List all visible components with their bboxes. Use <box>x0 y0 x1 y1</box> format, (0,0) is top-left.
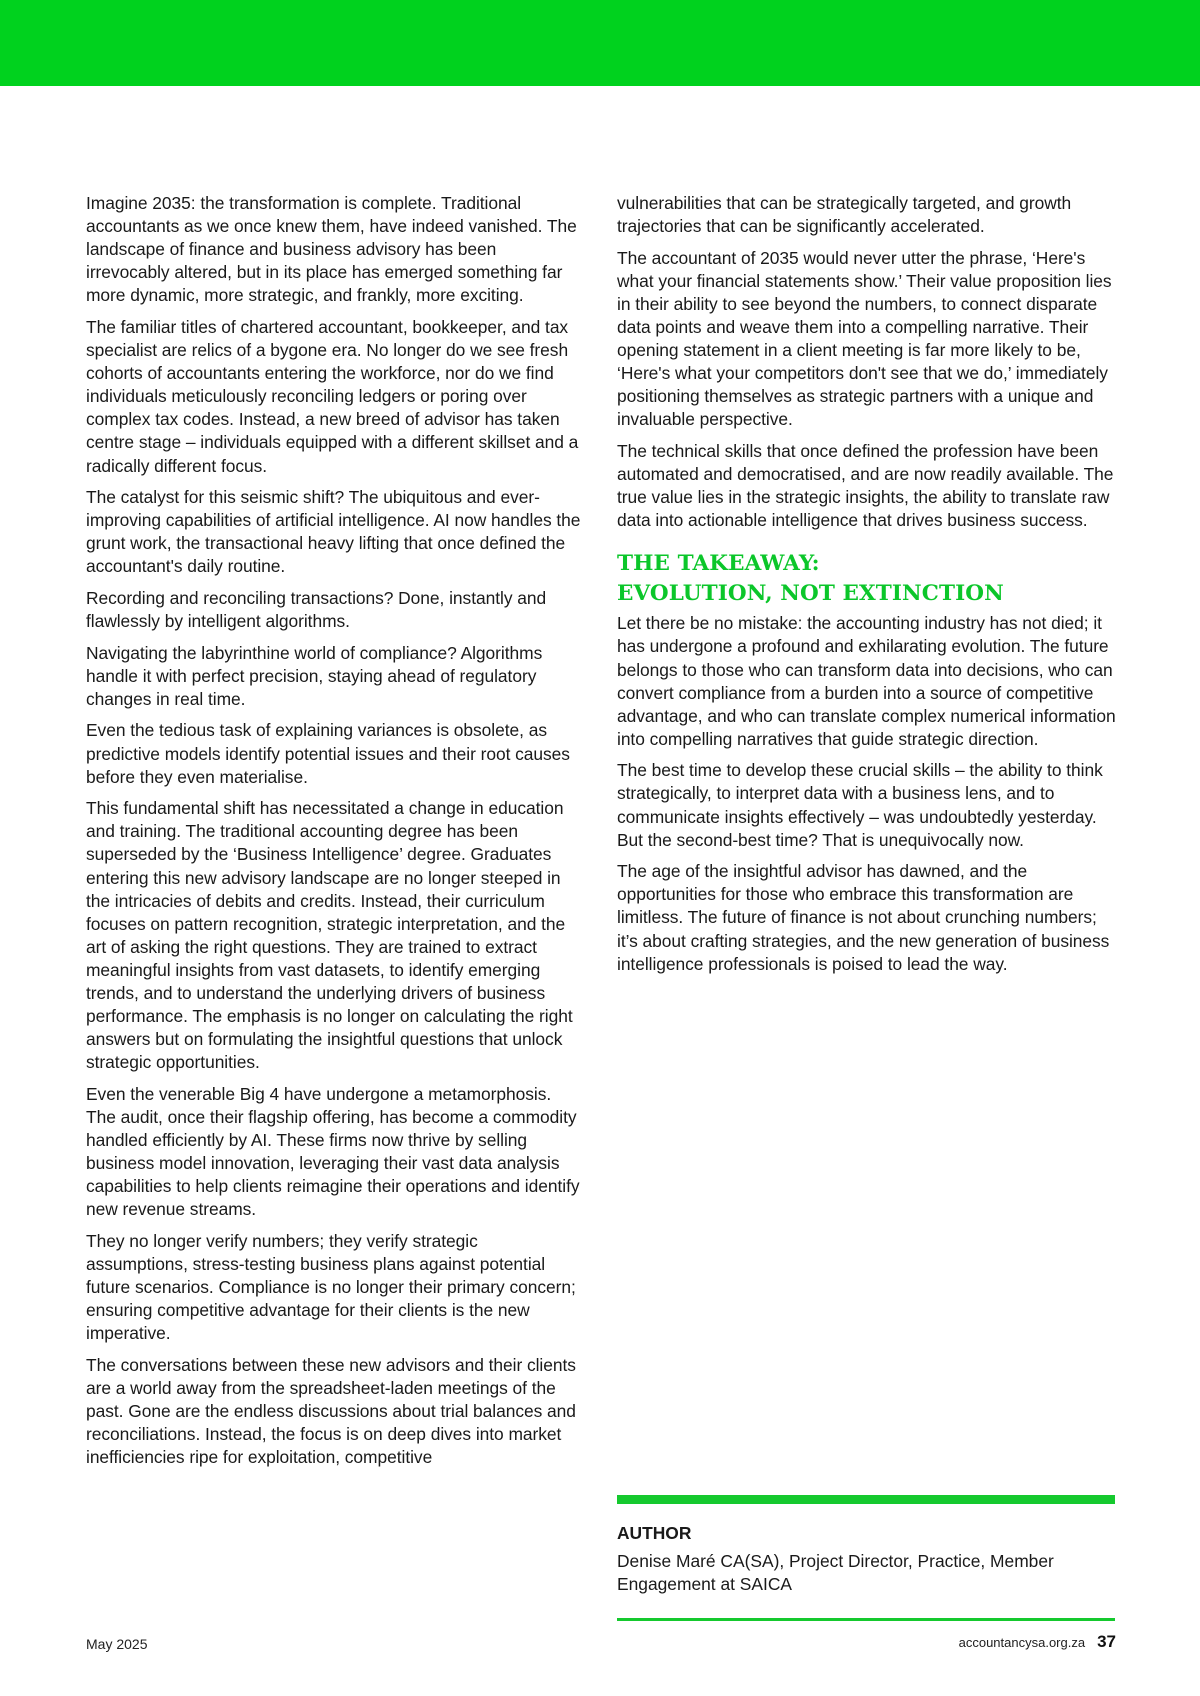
paragraph: Let there be no mistake: the accounting industry has not died; it has undergone a profound and exhilarating evolution. The future belongs to those who can transform data into decisions, who can convert compliance from a burden into a source of competitive advantage, and who can translate complex numerical information into compelling narratives that guide strategic direction. <box>617 613 1116 749</box>
page-number: 37 <box>1097 1632 1116 1651</box>
author-credit: Denise Maré CA(SA), Project Director, Practice, Member Engagement at SAICA <box>617 1551 1054 1595</box>
article-column-right <box>617 192 1119 984</box>
paragraph: The familiar titles of chartered accountant, bookkeeper, and tax specialist are relics of a bygone era. No longer do we see fresh cohorts of accountants entering the workforce, nor do we find individuals meticulously reconciling ledgers or poring over complex tax codes. Instead, a new breed of advisor has taken centre stage – individuals equipped with a different skillset and a radically different focus. <box>86 316 579 476</box>
author-box <box>617 1495 1115 1621</box>
footer-website: accountancysa.org.za <box>958 1635 1086 1650</box>
paragraph: Imagine 2035: the transformation is complete. Traditional accountants as we once knew them, have indeed vanished. The landscape of finance and business advisory has been irrevocably altered, but in its place has emerged something far more dynamic, more strategic, and frankly, more exciting. <box>86 193 577 306</box>
paragraph: The catalyst for this seismic shift? The ubiquitous and ever-improving capabilities of artificial intelligence. AI now handles the grunt work, the transactional heavy lifting that once defined the accountant's daily routine. <box>86 487 581 577</box>
paragraph: vulnerabilities that can be strategically targeted, and growth trajectories that can be significantly accelerated. <box>617 193 1072 237</box>
paragraph: Even the tedious task of explaining variances is obsolete, as predictive models identify potential issues and their root causes before they even materialise. <box>86 720 570 787</box>
paragraph: The technical skills that once defined the profession have been automated and democratised, and are now readily available. The true value lies in the strategic insights, the ability to translate raw data into actionable intelligence that drives business success. <box>617 440 1114 531</box>
paragraph: The conversations between these new advisors and their clients are a world away from the spreadsheet-laden meetings of the past. Gone are the endless discussions about trial balances and reconciliations. Instead, the focus is on deep dives into market inefficiencies ripe for exploitation, competitive <box>86 1354 576 1468</box>
paragraph: Navigating the labyrinthine world of compliance? Algorithms handle it with perfect precision, staying ahead of regulatory changes in real time. <box>86 642 543 709</box>
takeaway-heading <box>617 549 1119 609</box>
header-color-bar <box>0 0 1200 86</box>
author-label: AUTHOR <box>617 1523 692 1543</box>
footer-date: May 2025 <box>86 1636 148 1652</box>
paragraph: The age of the insightful advisor has dawned, and the opportunities for those who embrace this transformation are limitless. The future of finance is not about crunching numbers; it’s about crafting strategies, and the new generation of business intelligence professionals is poised to lead the way. <box>617 861 1110 974</box>
author-top-rule <box>617 1495 1115 1504</box>
takeaway-heading-line-2: EVOLUTION, NOT EXTINCTION <box>617 581 1004 607</box>
paragraph: The accountant of 2035 would never utter the phrase, ‘Here's what your financial statements show.’ Their value proposition lies in their ability to see beyond the numbers, to connect disparate data points and weave them into a compelling narrative. Their opening statement in a client meeting is far more likely to be, ‘Here's what your competitors don't see that we do,’ immediately positioning themselves as strategic partners with a unique and invaluable perspective. <box>617 247 1112 430</box>
paragraph: The best time to develop these crucial skills – the ability to think strategically, to interpret data with a business lens, and to communicate insights effectively – was undoubtedly yesterday. But the second-best time? That is unequivocally now. <box>617 760 1103 850</box>
paragraph: This fundamental shift has necessitated a change in education and training. The traditional accounting degree has been superseded by the ‘Business Intelligence’ degree. Graduates entering this new advisory landscape are no longer steeped in the intricacies of debits and credits. Instead, their curriculum focuses on pattern recognition, strategic interpretation, and the art of asking the right questions. They are trained to extract meaningful insights from vast datasets, to identify emerging trends, and to understand the underlying drivers of business performance. The emphasis is no longer on calculating the right answers but on formulating the insightful questions that unlock strategic opportunities. <box>86 798 573 1073</box>
takeaway-heading-line-1: THE TAKEAWAY: <box>617 551 820 577</box>
author-bottom-rule <box>617 1618 1115 1621</box>
footer-right <box>959 1632 1116 1652</box>
article-column-left <box>86 192 584 1478</box>
paragraph: Recording and reconciling transactions? Done, instantly and flawlessly by intelligent algorithms. <box>86 588 547 632</box>
paragraph: Even the venerable Big 4 have undergone a metamorphosis. The audit, once their flagship offering, has become a commodity handled efficiently by AI. These firms now thrive by selling business model innovation, leveraging their vast data analysis capabilities to help clients reimagine their operations and identify new revenue streams. <box>86 1083 580 1220</box>
paragraph: They no longer verify numbers; they verify strategic assumptions, stress-testing business plans against potential future scenarios. Compliance is no longer their primary concern; ensuring competitive advantage for their clients is the new imperative. <box>86 1230 576 1344</box>
